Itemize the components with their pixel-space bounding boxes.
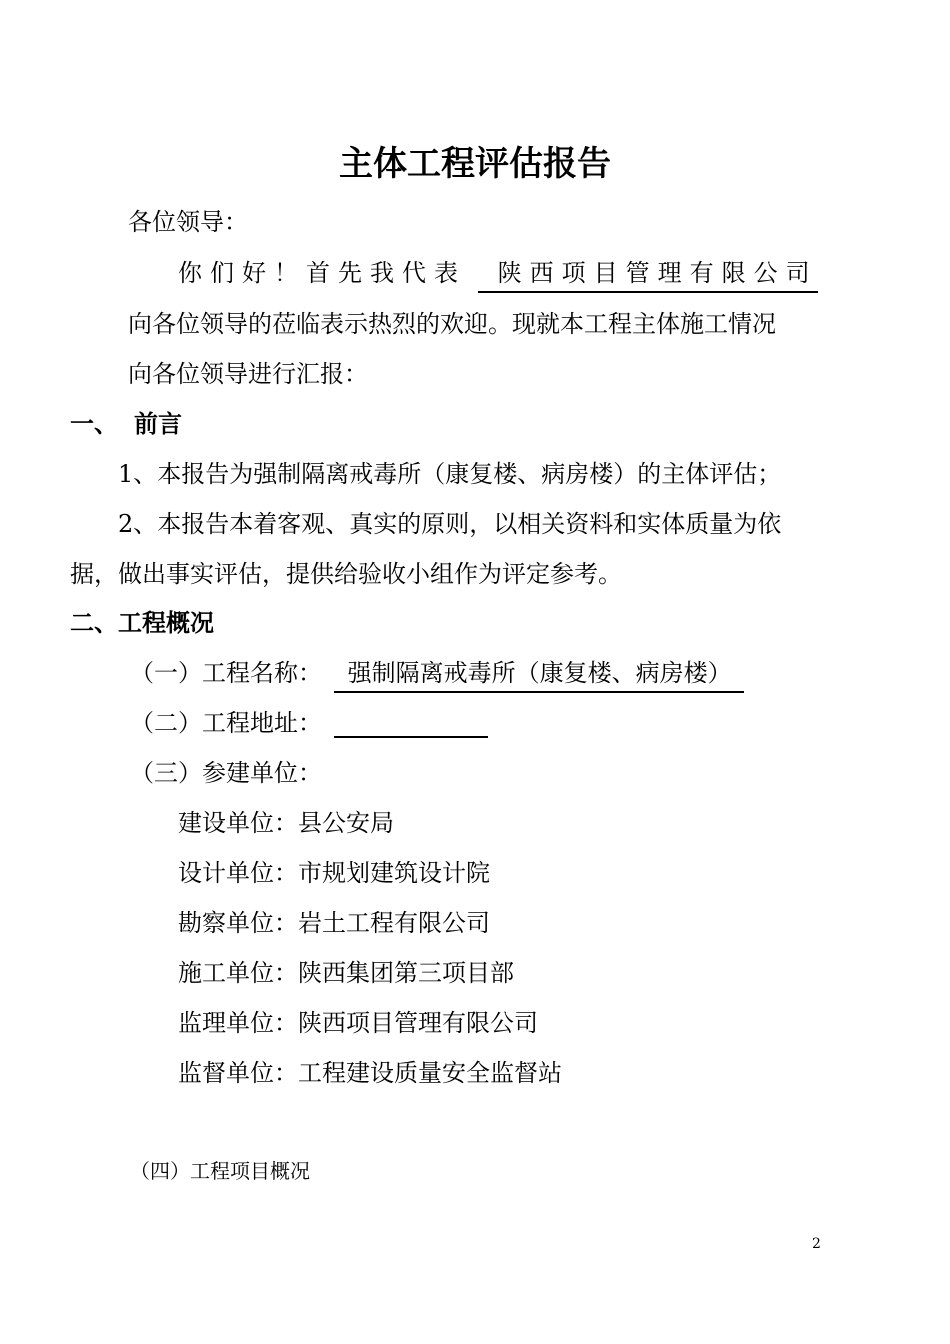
- representing-company: 陕西项目管理有限公司: [478, 253, 818, 293]
- preface-item-2-line-1: 2、本报告本着客观、真实的原则，以相关资料和实体质量为依: [118, 510, 782, 538]
- unit-supervision: 监理单位：陕西项目管理有限公司: [178, 1009, 538, 1037]
- project-name-label: （一）工程名称：: [130, 659, 322, 687]
- section-1-title: 前言: [134, 409, 182, 438]
- page-number: 2: [812, 1236, 821, 1252]
- intro-line-1: [178, 253, 818, 293]
- project-overview-label: （四）工程项目概况: [130, 1159, 310, 1183]
- intro-prefix: 你们好！首先我代表: [178, 259, 466, 287]
- unit-construction: 建设单位：县公安局: [178, 809, 394, 837]
- intro-line-3: 向各位领导进行汇报：: [128, 360, 368, 388]
- unit-contractor: 施工单位：陕西集团第三项目部: [178, 959, 514, 987]
- unit-design: 设计单位：市规划建筑设计院: [178, 859, 490, 887]
- unit-survey: 勘察单位：岩土工程有限公司: [178, 909, 490, 937]
- project-address-blank: [334, 708, 488, 738]
- intro-line-2: 向各位领导的莅临表示热烈的欢迎。现就本工程主体施工情况: [128, 310, 776, 338]
- section-2-title: 二、工程概况: [70, 608, 214, 637]
- section-1-number: 一、: [70, 409, 118, 438]
- participants-label: （三）参建单位：: [130, 759, 322, 787]
- preface-item-2-line-2: 据，做出事实评估，提供给验收小组作为评定参考。: [70, 560, 622, 588]
- project-address-label: （二）工程地址：: [130, 709, 322, 737]
- preface-item-1: 1、本报告为强制隔离戒毒所（康复楼、病房楼）的主体评估；: [118, 460, 782, 488]
- project-name-value: 强制隔离戒毒所（康复楼、病房楼）: [334, 653, 744, 693]
- unit-oversight: 监督单位：工程建设质量安全监督站: [178, 1059, 562, 1087]
- document-title: 主体工程评估报告: [339, 144, 611, 184]
- greeting: 各位领导：: [128, 208, 248, 236]
- project-name-row: [130, 653, 744, 693]
- project-address-row: [130, 703, 488, 738]
